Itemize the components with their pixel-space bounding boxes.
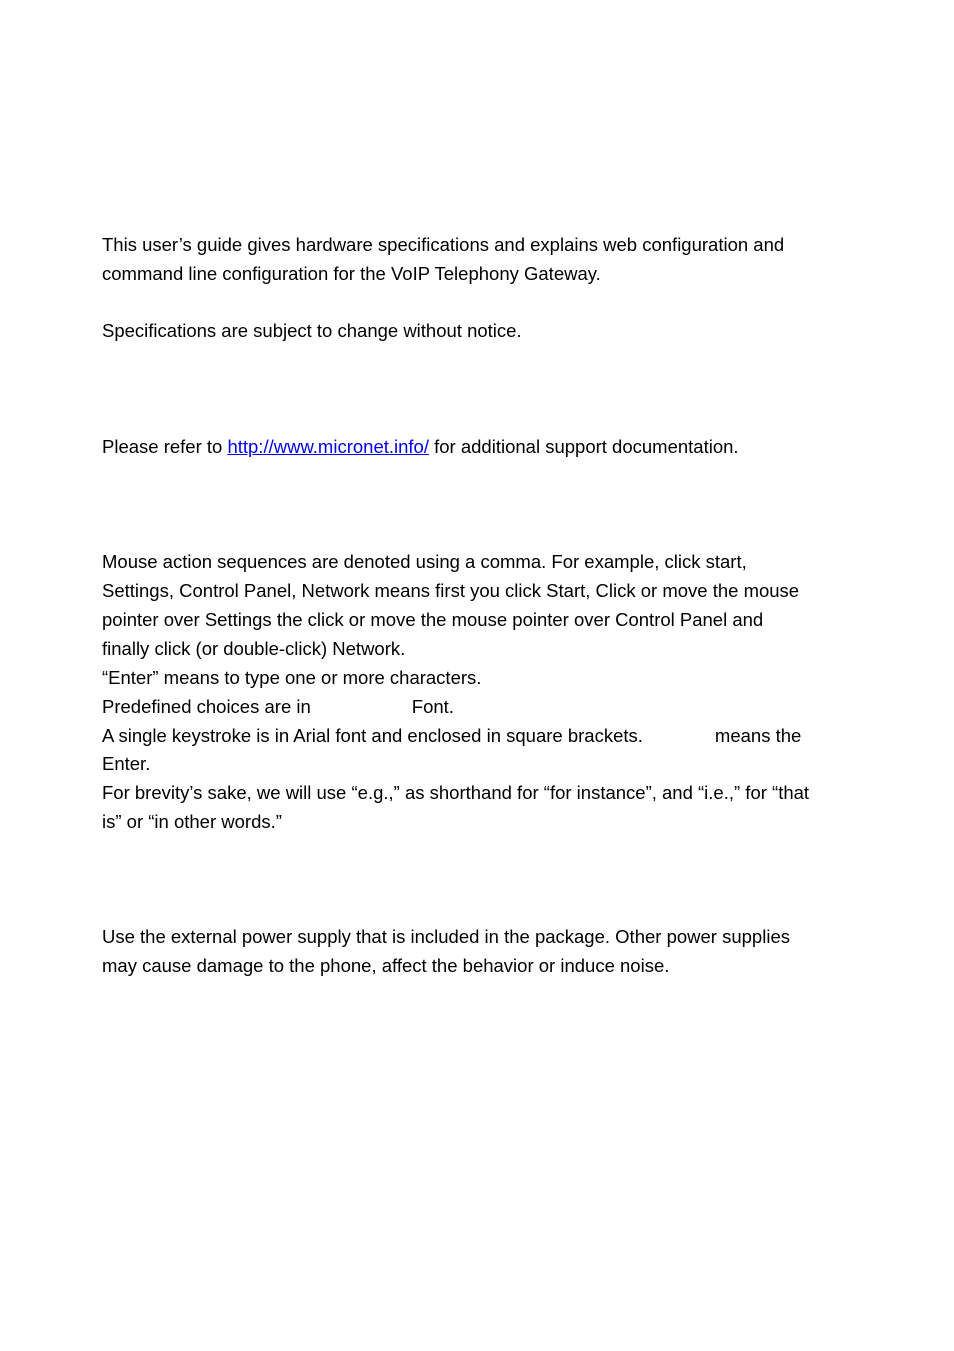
brevity-line-1: For brevity’s sake, we will use “e.g.,” as shorthand for “for instance”, and “i.e.,” for “that — [102, 782, 810, 803]
intro-line-1: This user’s guide gives hardware specifications and explains web configuration and — [102, 234, 785, 255]
brevity-line-2: is” or “in other words.” — [102, 811, 282, 832]
keystroke-line — [102, 725, 801, 747]
notice-paragraph: Specifications are subject to change without notice. — [102, 320, 522, 341]
support-prefix: Please refer to — [102, 436, 228, 457]
power-line-1: Use the external power supply that is included in the package. Other power supplies — [102, 926, 790, 947]
keystroke-line-2: Enter. — [102, 753, 151, 774]
keystroke-prefix: A single keystroke is in Arial font and enclosed in square brackets. — [102, 725, 643, 746]
support-suffix: for additional support documentation. — [428, 436, 739, 457]
keystroke-suffix: means the — [714, 725, 802, 746]
mouse-line-2: Settings, Control Panel, Network means first you click Start, Click or move the mouse — [102, 580, 800, 601]
predefined-suffix: Font. — [411, 696, 454, 717]
mouse-line-4: finally click (or double-click) Network. — [102, 638, 406, 659]
power-line-2: may cause damage to the phone, affect the behavior or induce noise. — [102, 955, 670, 976]
support-link[interactable]: http://www.micronet.info/ — [227, 436, 429, 457]
support-paragraph — [102, 436, 739, 458]
predefined-line — [102, 696, 454, 718]
mouse-line-1: Mouse action sequences are denoted using a comma. For example, click start, — [102, 551, 747, 572]
mouse-line-3: pointer over Settings the click or move the mouse pointer over Control Panel and — [102, 609, 764, 630]
intro-line-2: command line configuration for the VoIP Telephony Gateway. — [102, 263, 601, 284]
predefined-prefix: Predefined choices are in — [102, 696, 311, 717]
enter-line: “Enter” means to type one or more characters. — [102, 667, 482, 688]
